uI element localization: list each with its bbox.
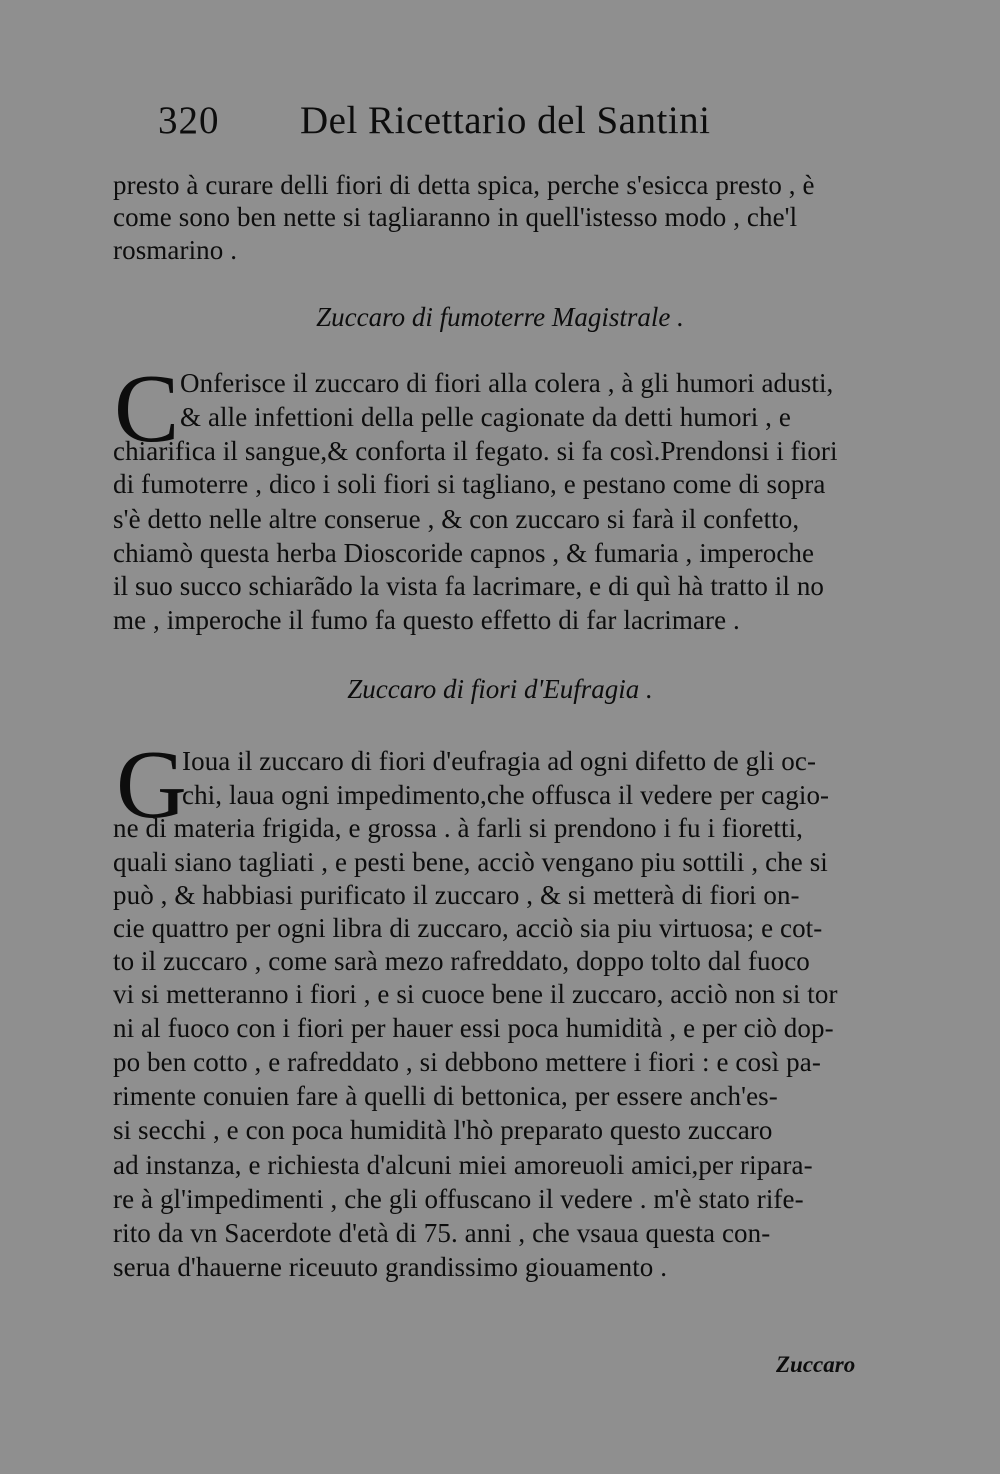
text-line: chiamò questa herba Dioscoride capnos , & fumaria , imperoche <box>113 538 815 568</box>
text-line: Ioua il zuccaro di fiori d'eufragia ad ogni difetto de gli oc- <box>182 746 817 776</box>
text-line: & alle infettioni della pelle cagionate da detti humori , e <box>180 402 791 432</box>
text-line: presto à curare delli fiori di detta spica, perche s'esicca presto , è <box>113 170 815 200</box>
text-line: di fumoterre , dico i soli fiori si tagliano, e pestano come di sopra <box>113 469 826 499</box>
catchword: Zuccaro <box>776 1352 856 1377</box>
text-line: ni al fuoco con i fiori per hauer essi poca humidità , e per ciò dop- <box>113 1013 834 1043</box>
text-line: to il zuccaro , come sarà mezo rafreddato, doppo tolto dal fuoco <box>113 946 810 976</box>
text-line: me , imperoche il fumo fa questo effetto di far lacrimare . <box>113 605 740 635</box>
text-line: rito da vn Sacerdote d'età di 75. anni , che vsaua questa con- <box>113 1218 771 1248</box>
text-line: chiarifica il sangue,& conforta il fegato. si fa così.Prendonsi i fiori <box>113 436 838 466</box>
text-line: ad instanza, e richiesta d'alcuni miei amoreuoli amici,per riparа- <box>113 1150 813 1180</box>
text-line: ne di materia frigida, e grossa . à farli si prendono i fu i fioretti, <box>113 813 804 843</box>
drop-cap: G <box>116 731 187 839</box>
text-line: cie quattro per ogni libra di zuccaro, acciò sia piu virtuosa; e cot- <box>113 913 823 943</box>
text-line: s'è detto nelle altre conserue , & con zuccaro si farà il confetto, <box>113 504 800 534</box>
text-line: chi, laua ogni impedimento,che offusca il vedere per cagio- <box>182 780 830 810</box>
section-heading: Zuccaro di fumoterre Magistrale . <box>316 302 684 332</box>
text-line: si secchi , e con poca humidità l'hò preparato questo zuccaro <box>113 1115 773 1145</box>
text-line: rosmarino . <box>113 235 238 265</box>
drop-cap: C <box>114 355 180 463</box>
text-line: quali siano tagliati , e pesti bene, acciò vengano piu sottili , che si <box>113 847 828 877</box>
text-line: po ben cotto , e rafreddato , si debbono mettere i fiori : e così pa- <box>113 1047 821 1077</box>
text-line: Onferisce il zuccaro di fiori alla colera , à gli humori adusti, <box>180 368 834 398</box>
text-line: serua d'hauerne riceuuto grandissimo giouamento . <box>113 1252 668 1282</box>
page-header <box>158 98 778 158</box>
text-line: vi si metteranno i fiori , e si cuoce bene il zuccaro, acciò non si tor <box>113 979 838 1009</box>
running-title: Del Ricettario del Santini <box>300 99 711 142</box>
text-line: può , & habbiasi purificato il zuccaro , & si metterà di fiori on- <box>113 880 800 910</box>
text-line: il suo succo schiarãdo la vista fa lacrimare, e di quì hà tratto il no <box>113 571 825 601</box>
page-number: 320 <box>158 99 220 142</box>
text-line: re à gl'impedimenti , che gli offuscano il vedere . m'è stato rife- <box>113 1184 804 1214</box>
text-line: come sono ben nette si tagliaranno in quell'istesso modo , che'l <box>113 202 798 232</box>
section-heading: Zuccaro di fiori d'Eufragia . <box>347 674 653 704</box>
text-line: rimente conuien fare à quelli di bettonica, per essere anch'es- <box>113 1081 778 1111</box>
